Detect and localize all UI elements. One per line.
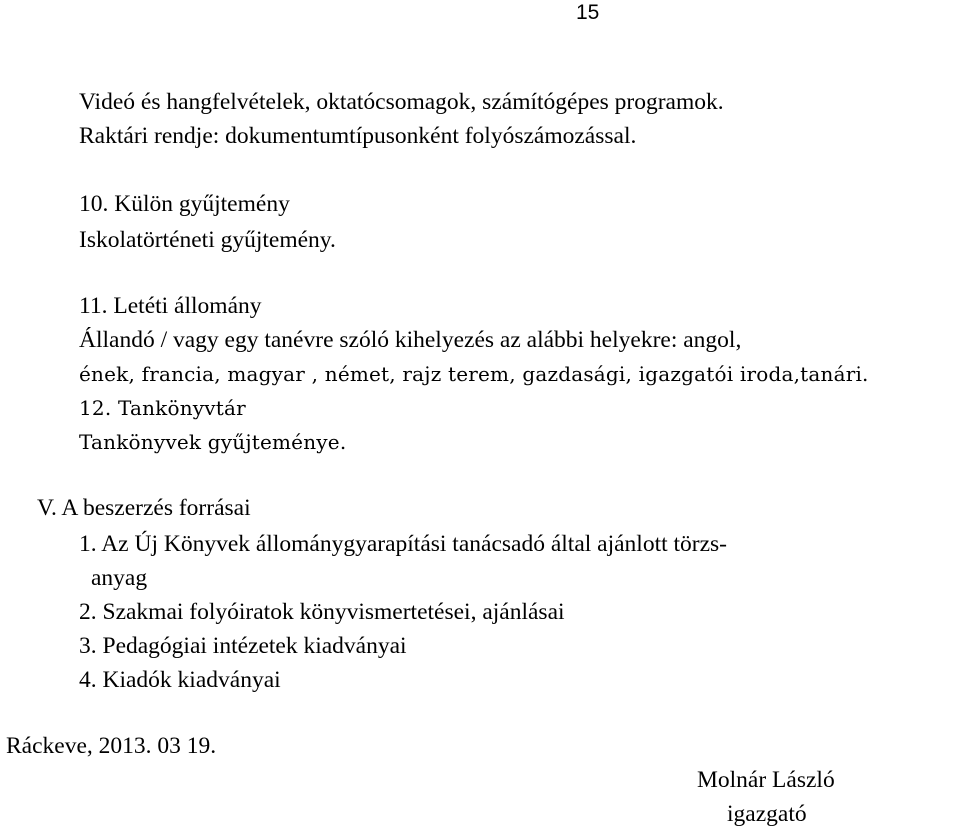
section10-heading: 10. Külön gyűjtemény	[79, 191, 290, 217]
place-date: Ráckeve, 2013. 03 19.	[6, 733, 217, 759]
section10-text: Iskolatörténeti gyűjtemény.	[79, 227, 336, 253]
chapter5-item-1: 1. Az Új Könyvek állománygyarapítási tanácsadó által ajánlott törzs-	[79, 531, 728, 557]
signature-title: igazgató	[727, 801, 807, 827]
chapter5-item-3: 3. Pedagógiai intézetek kiadványai	[79, 633, 407, 659]
section12-heading: 12. Tankönyvtár	[79, 396, 246, 420]
chapter5-heading: V. A beszerzés forrásai	[37, 495, 251, 521]
chapter5-item-4: 4. Kiadók kiadványai	[79, 667, 281, 693]
section11-line-2: ének, francia, magyar , német, rajz terem, gazdasági, igazgatói iroda,tanári.	[79, 362, 869, 386]
chapter5-item-2: 2. Szakmai folyóiratok könyvismertetései, ajánlásai	[79, 599, 565, 625]
section11-heading: 11. Letéti állomány	[79, 293, 262, 319]
chapter5-item-1-continued: anyag	[91, 565, 148, 591]
signature-name: Molnár László	[697, 767, 835, 793]
section9-line-2: Raktári rendje: dokumentumtípusonként folyószámozással.	[79, 123, 637, 149]
page-number: 15	[576, 1, 600, 24]
section12-text: Tankönyvek gyűjteménye.	[79, 430, 347, 454]
section9-line-1: Videó és hangfelvételek, oktatócsomagok, számítógépes programok.	[79, 89, 724, 115]
section11-line-1: Állandó / vagy egy tanévre szóló kihelyezés az alábbi helyekre: angol,	[79, 327, 742, 353]
